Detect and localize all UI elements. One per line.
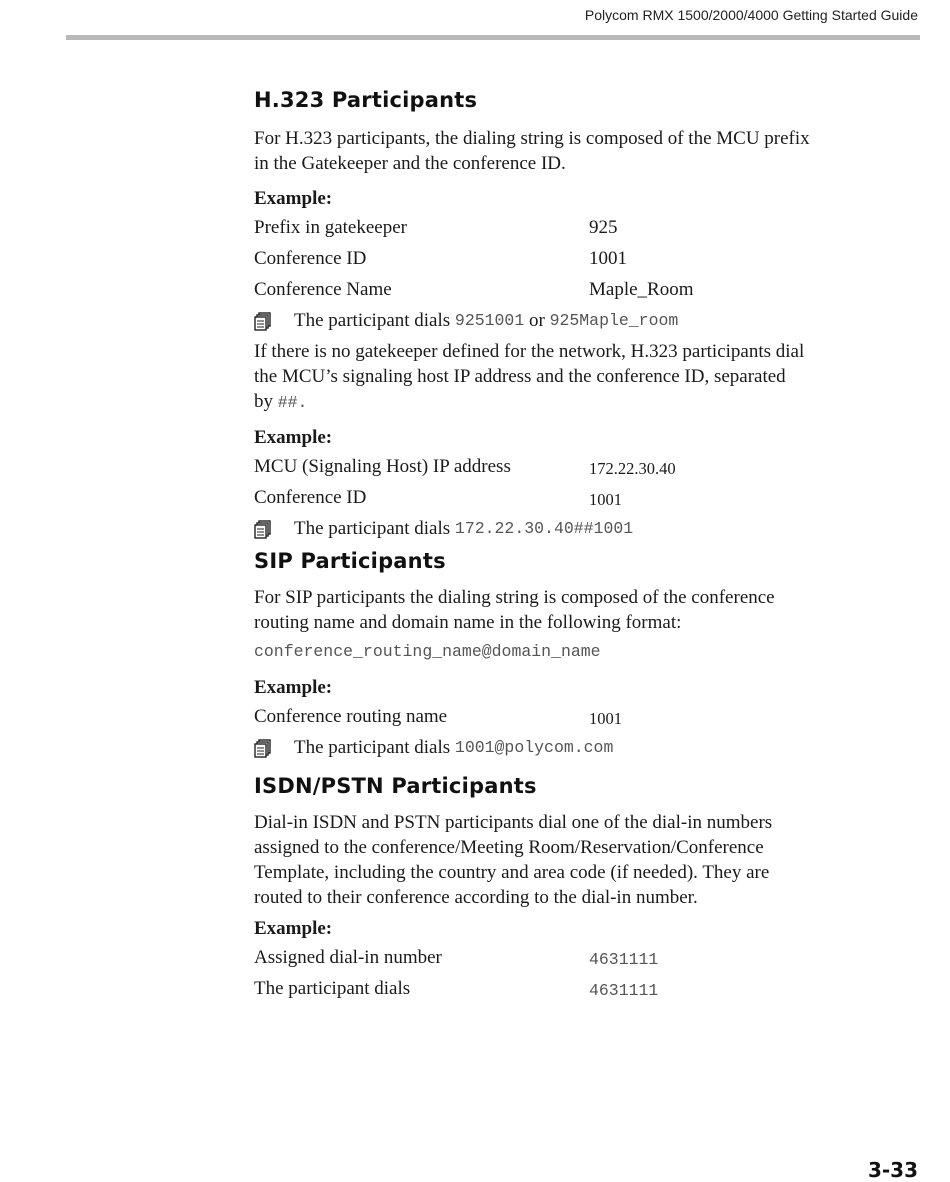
h323-row-conference-name <box>254 277 924 308</box>
sip-row-routing-name <box>254 704 924 735</box>
h323-nogk-line-1: If there is no gatekeeper defined for the network, H.323 participants dial <box>254 341 805 362</box>
note-pages-icon <box>254 735 294 760</box>
note-code-numeric: 9251001 <box>454 311 525 330</box>
row-label: Conference routing name <box>254 706 448 727</box>
row-value: 1001 <box>589 490 622 509</box>
note-pages-icon <box>254 308 294 333</box>
h323-nogk-line-2: the MCU’s signaling host IP address and the conference ID, separated <box>254 366 786 387</box>
sip-example-label: Example: <box>254 677 333 698</box>
nogk-by: by <box>254 391 273 412</box>
isdn-line-1: Dial-in ISDN and PSTN participants dial one of the dial-in numbers <box>254 812 773 833</box>
isdn-row-dial-in-number <box>254 945 924 976</box>
h323-example-label: Example: <box>254 188 333 209</box>
note-pages-icon <box>254 516 294 541</box>
page-content <box>254 88 924 1007</box>
sip-heading: SIP Participants <box>254 549 446 573</box>
row-label: Conference Name <box>254 279 392 300</box>
nogk-separator-code: ##. <box>277 393 308 412</box>
h323-example2-label: Example: <box>254 427 333 448</box>
row-label: The participant dials <box>254 978 411 999</box>
isdn-line-2: assigned to the conference/Meeting Room/Reservation/Conference <box>254 837 764 858</box>
row-value: 1001 <box>589 248 627 269</box>
sip-format: conference_routing_name@domain_name <box>254 642 601 661</box>
note-text: The participant dials <box>294 310 451 331</box>
h323-row-prefix <box>254 215 924 246</box>
note-code: 1001@polycom.com <box>454 738 614 757</box>
row-value: 4631111 <box>589 981 659 1000</box>
header-rule <box>66 35 920 40</box>
running-header: Polycom RMX 1500/2000/4000 Getting Started Guide <box>584 7 918 23</box>
note-code-name: 925Maple_room <box>549 311 679 330</box>
row-label: MCU (Signaling Host) IP address <box>254 456 511 477</box>
row-value: 925 <box>589 217 618 238</box>
note-or: or <box>528 310 545 331</box>
h323-intro-line-2: in the Gatekeeper and the conference ID. <box>254 153 566 174</box>
h323-row-ip-address <box>254 454 924 485</box>
isdn-row-participant-dials <box>254 976 924 1007</box>
isdn-line-4: routed to their conference according to the dial-in number. <box>254 887 698 908</box>
row-value: 172.22.30.40 <box>589 459 676 478</box>
isdn-example-label: Example: <box>254 918 333 939</box>
sip-note-dials <box>254 735 924 766</box>
sip-intro-line-2: routing name and domain name in the following format: <box>254 612 682 633</box>
h323-intro-line-1: For H.323 participants, the dialing string is composed of the MCU prefix <box>254 128 810 149</box>
row-value: 4631111 <box>589 950 659 969</box>
h323-note-dials-ip <box>254 516 924 547</box>
h323-row-conference-id <box>254 246 924 277</box>
h323-heading: H.323 Participants <box>254 88 478 112</box>
page-number: 3-33 <box>867 1158 918 1182</box>
sip-intro-line-1: For SIP participants the dialing string is composed of the conference <box>254 587 775 608</box>
h323-note-dials <box>254 308 924 339</box>
note-code: 172.22.30.40##1001 <box>454 519 634 538</box>
note-text: The participant dials <box>294 737 451 758</box>
h323-row-conference-id-2 <box>254 485 924 516</box>
note-text: The participant dials <box>294 518 451 539</box>
row-label: Prefix in gatekeeper <box>254 217 407 238</box>
isdn-heading: ISDN/PSTN Participants <box>254 774 537 798</box>
isdn-line-3: Template, including the country and area code (if needed). They are <box>254 862 770 883</box>
h323-nogk-line-3 <box>254 389 924 415</box>
row-label: Assigned dial-in number <box>254 947 442 968</box>
row-value: Maple_Room <box>589 279 694 300</box>
row-label: Conference ID <box>254 487 367 508</box>
row-value: 1001 <box>589 709 622 728</box>
row-label: Conference ID <box>254 248 367 269</box>
